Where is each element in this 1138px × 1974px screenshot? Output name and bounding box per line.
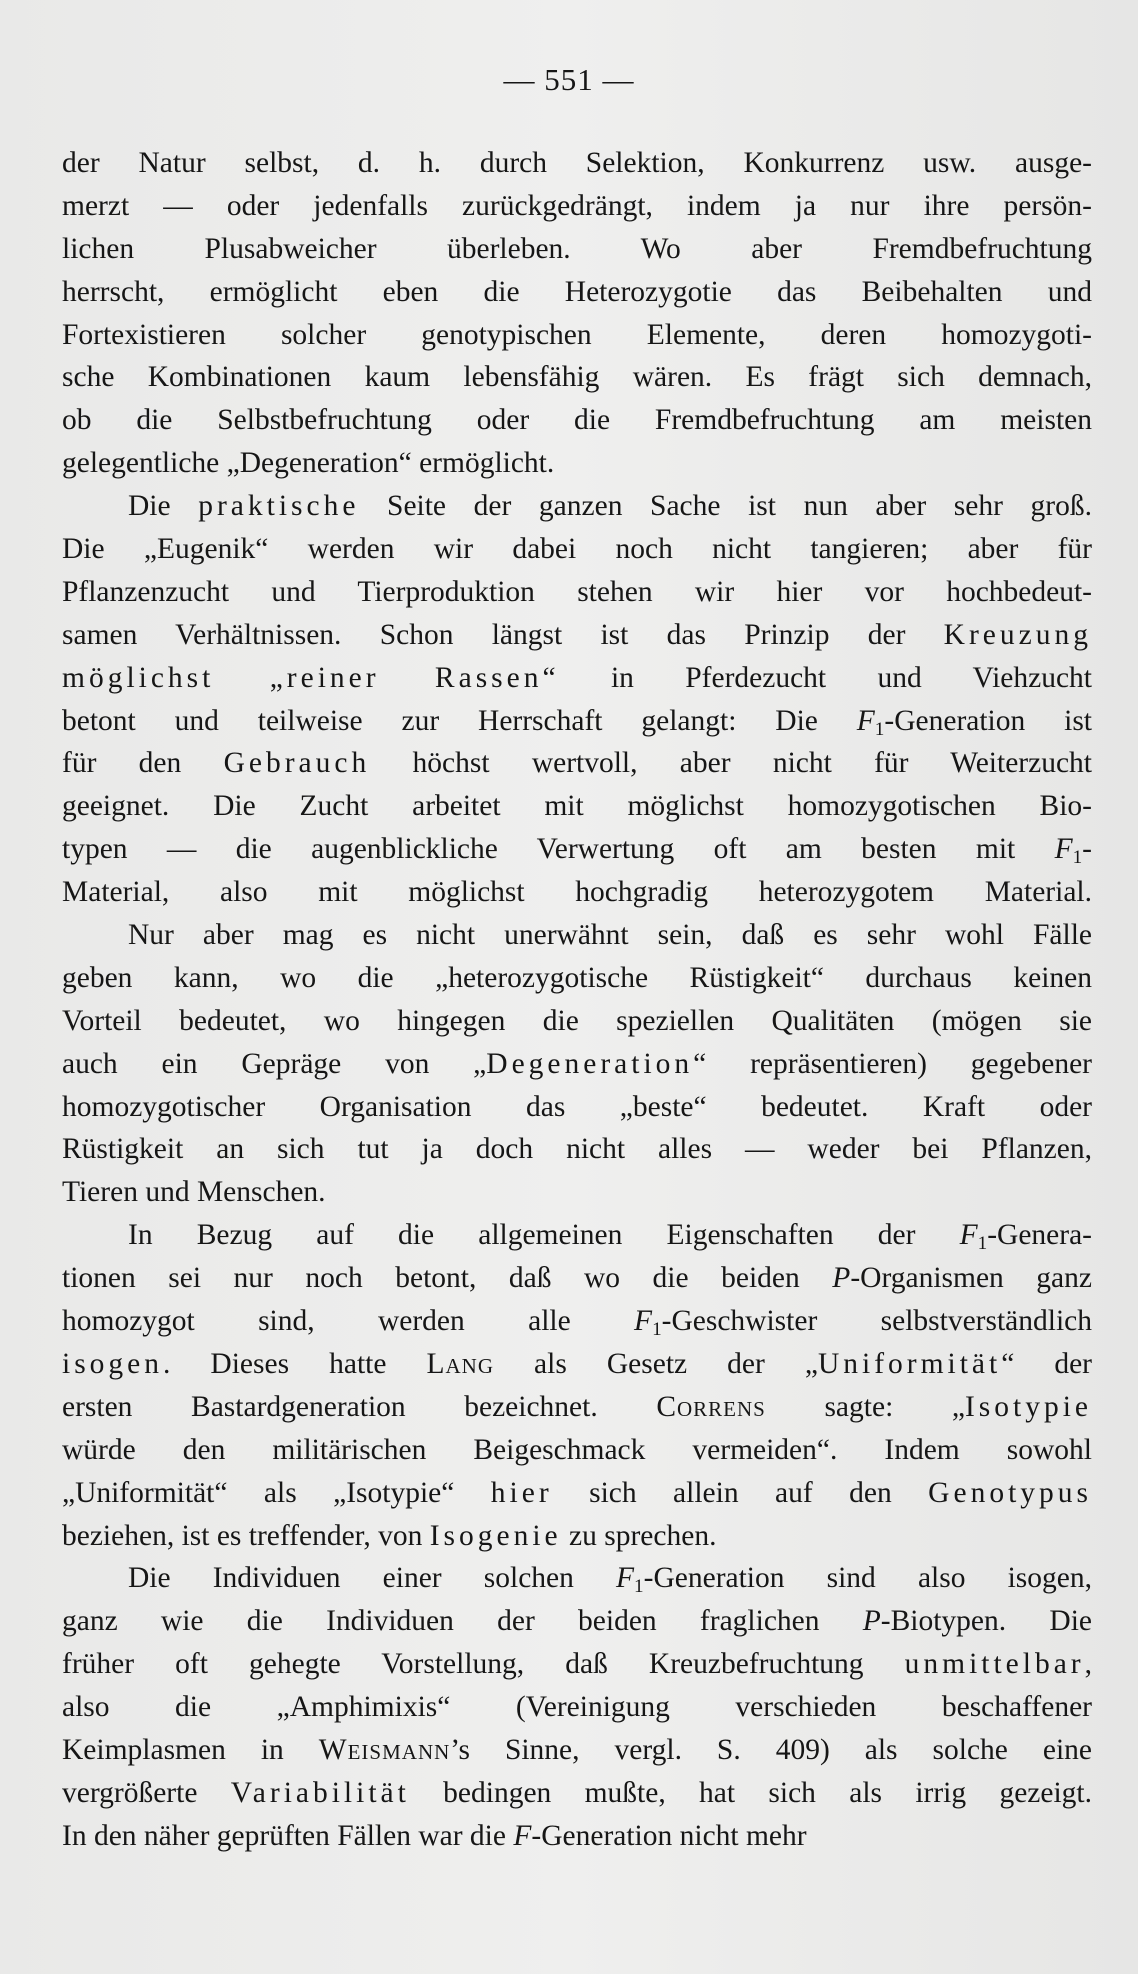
body-text <box>62 142 1092 1858</box>
text-run: lichen Plusabweicher überleben. Wo aber Fremdbefruchtung <box>62 232 1092 265</box>
text-line <box>62 828 1092 871</box>
text-run: herrscht, ermöglicht eben die Heterozygotie das Beibehalten und <box>62 275 1092 308</box>
text-run: -Organismen ganz <box>850 1262 1092 1295</box>
text-line <box>62 785 1092 828</box>
text-line <box>62 1043 1092 1086</box>
text-line <box>62 1815 1092 1858</box>
text-run: Fortexistieren solcher genotypischen Elemente, deren homozygoti- <box>62 318 1092 351</box>
text-run: -Generation nicht mehr <box>531 1819 807 1852</box>
spaced-emphasis: möglichst „reiner Rassen“ <box>62 661 560 694</box>
text-line <box>62 1643 1092 1686</box>
text-run: merzt — oder jedenfalls zurückgedrängt, indem ja nur ihre persön- <box>62 189 1092 222</box>
text-run: würde den militärischen Beigeschmack vermeiden“. Indem sowohl <box>62 1433 1092 1466</box>
text-run: typen — die augenblickliche Verwertung oft am besten mit <box>62 833 1055 866</box>
subscript: 1 <box>652 1319 662 1341</box>
text-run: Seite der ganzen Sache ist nun aber sehr groß. <box>359 490 1092 523</box>
generation-symbol: P <box>862 1605 881 1638</box>
text-line <box>62 1257 1092 1300</box>
text-run: samen Verhältnissen. Schon längst ist das Prinzip der <box>62 618 944 651</box>
text-run: - <box>1082 833 1092 866</box>
author-name: Weismann <box>318 1733 451 1766</box>
text-line <box>62 1000 1092 1043</box>
text-line <box>62 399 1092 442</box>
text-run: , <box>1084 1648 1092 1681</box>
generation-symbol: F <box>959 1219 978 1252</box>
text-run: der Natur selbst, d. h. durch Selektion, Konkurrenz usw. ausge- <box>62 147 1092 179</box>
spaced-emphasis: Isogenie <box>429 1519 562 1552</box>
subscript: 1 <box>634 1576 644 1598</box>
text-run: als Gesetz der „ <box>494 1347 818 1380</box>
text-run: sche Kombinationen kaum lebensfähig wären. Es frägt sich demnach, <box>62 361 1092 394</box>
text-run: tionen sei nur noch betont, daß wo die beiden <box>62 1262 833 1295</box>
text-line <box>62 957 1092 1000</box>
text-line <box>62 142 1092 185</box>
text-run: homozygotischer Organisation das „beste“ bedeutet. Kraft oder <box>62 1090 1092 1123</box>
text-run: Nur aber mag es nicht unerwähnt sein, daß es sehr wohl Fälle <box>128 919 1092 952</box>
text-line <box>62 442 1092 485</box>
text-run: homozygot sind, werden alle <box>62 1305 635 1338</box>
generation-symbol: F <box>856 704 875 737</box>
text-run: Pflanzenzucht und Tierproduktion stehen wir hier vor hochbedeut- <box>62 575 1092 608</box>
text-run: Die „Eugenik“ werden wir dabei noch nicht tangieren; aber für <box>62 533 1092 566</box>
text-run: -Geschwister selbstverständlich <box>661 1305 1092 1338</box>
text-run: ob die Selbstbefruchtung oder die Fremdbefruchtung am meisten <box>62 404 1092 437</box>
text-line <box>62 1214 1092 1257</box>
text-line <box>62 1386 1092 1429</box>
text-line <box>62 1343 1092 1386</box>
text-run: “ repräsentieren) gegebener <box>693 1047 1092 1080</box>
spaced-emphasis: Gebrauch <box>223 747 371 780</box>
spaced-emphasis: isogen <box>62 1347 164 1380</box>
text-line <box>62 1128 1092 1171</box>
text-line <box>62 1300 1092 1343</box>
text-run: betont und teilweise zur Herrschaft gelangt: Die <box>62 704 857 737</box>
text-run: Die <box>128 490 199 523</box>
text-line <box>62 228 1092 271</box>
author-name: Lang <box>426 1347 495 1380</box>
text-run: Rüstigkeit an sich tut ja doch nicht alles — weder bei Pflanzen, <box>62 1133 1092 1166</box>
text-run: Vorteil bedeutet, wo hingegen die speziellen Qualitäten (mögen sie <box>62 1004 1092 1037</box>
text-line <box>62 271 1092 314</box>
text-line <box>62 1686 1092 1729</box>
text-run: bedingen mußte, hat sich als irrig gezeigt. <box>409 1776 1092 1809</box>
text-line <box>62 614 1092 657</box>
text-line <box>62 185 1092 228</box>
text-run: vergrößerte <box>62 1776 231 1809</box>
text-line <box>62 571 1092 614</box>
text-line <box>62 1557 1092 1600</box>
spaced-emphasis: Kreuzung <box>943 618 1092 651</box>
text-run: für den <box>62 747 224 780</box>
text-run: höchst wertvoll, aber nicht für Weiterzucht <box>370 747 1092 780</box>
text-run: ganz wie die Individuen der beiden fraglichen <box>62 1605 863 1638</box>
text-line <box>62 1086 1092 1129</box>
generation-symbol: F <box>1054 833 1073 866</box>
text-run: -Generation sind also isogen, <box>643 1562 1092 1595</box>
text-line <box>62 871 1092 914</box>
text-run: In den näher geprüften Fällen war die <box>62 1819 514 1852</box>
page-number: — 551 — <box>503 62 635 97</box>
text-run: -Genera- <box>987 1219 1092 1252</box>
text-run: früher oft gehegte Vorstellung, daß Kreuzbefruchtung <box>62 1648 905 1681</box>
subscript: 1 <box>977 1233 988 1255</box>
subscript: 1 <box>874 718 885 740</box>
text-line <box>62 742 1092 785</box>
text-line <box>62 1772 1092 1815</box>
spaced-emphasis: hier <box>490 1476 553 1509</box>
text-line <box>62 657 1092 700</box>
spaced-emphasis: Uniformität <box>817 1347 1002 1380</box>
text-run: sich allein auf den <box>552 1476 929 1509</box>
text-run: beziehen, ist es treffender, von <box>62 1519 430 1552</box>
generation-symbol: F <box>513 1819 532 1852</box>
text-line <box>62 1600 1092 1643</box>
text-run: . Dieses hatte <box>163 1347 427 1380</box>
spaced-emphasis: Genotypus <box>928 1476 1092 1509</box>
text-run: geeignet. Die Zucht arbeitet mit möglichst homozygotischen Bio- <box>62 790 1092 823</box>
text-run: in Pferdezucht und Viehzucht <box>559 661 1092 694</box>
text-run: geben kann, wo die „heterozygotische Rüstigkeit“ durchaus keinen <box>62 961 1092 994</box>
text-line <box>62 1171 1092 1214</box>
author-name: Correns <box>656 1390 766 1423</box>
spaced-emphasis: Degeneration <box>486 1047 694 1080</box>
generation-symbol: F <box>616 1562 635 1595</box>
text-run: Tieren und Menschen. <box>62 1176 326 1209</box>
text-run: “ der <box>1001 1347 1093 1380</box>
text-line <box>62 914 1092 957</box>
spaced-emphasis: Isotypie <box>964 1390 1093 1423</box>
text-run: Material, also mit möglichst hochgradig heterozygotem Material. <box>62 876 1092 909</box>
text-run: In Bezug auf die allgemeinen Eigenschaften der <box>128 1219 960 1252</box>
text-line <box>62 314 1092 357</box>
text-run: auch ein Gepräge von „ <box>62 1047 487 1080</box>
subscript: 1 <box>1072 847 1083 869</box>
spaced-emphasis: praktische <box>198 490 360 523</box>
text-run: gelegentliche „Degeneration“ ermöglicht. <box>62 447 555 480</box>
text-run: zu sprechen. <box>561 1519 717 1552</box>
text-line <box>62 528 1092 571</box>
text-line <box>62 700 1092 743</box>
text-run: „Uniformität“ als „Isotypie“ <box>62 1476 491 1509</box>
text-run: ’s Sinne, vergl. S. 409) als solche eine <box>450 1733 1092 1766</box>
text-run: Keimplasmen in <box>62 1733 319 1766</box>
generation-symbol: P <box>832 1262 851 1295</box>
text-run: ersten Bastardgeneration bezeichnet. <box>62 1390 657 1423</box>
text-line <box>62 1472 1092 1515</box>
text-run: -Biotypen. Die <box>880 1605 1092 1638</box>
text-line <box>62 1515 1092 1558</box>
text-run: also die „Amphimixis“ (Vereinigung verschieden beschaffener <box>62 1691 1092 1724</box>
spaced-emphasis: unmittelbar <box>904 1648 1085 1681</box>
text-line <box>62 356 1092 399</box>
spaced-emphasis: Variabilität <box>230 1776 410 1809</box>
text-run: -Generation ist <box>884 704 1093 737</box>
text-run: Die Individuen einer solchen <box>128 1562 617 1595</box>
text-line <box>62 1429 1092 1472</box>
text-line <box>62 485 1092 528</box>
text-line <box>62 1729 1092 1772</box>
text-run: sagte: „ <box>765 1390 965 1423</box>
generation-symbol: F <box>634 1305 653 1338</box>
